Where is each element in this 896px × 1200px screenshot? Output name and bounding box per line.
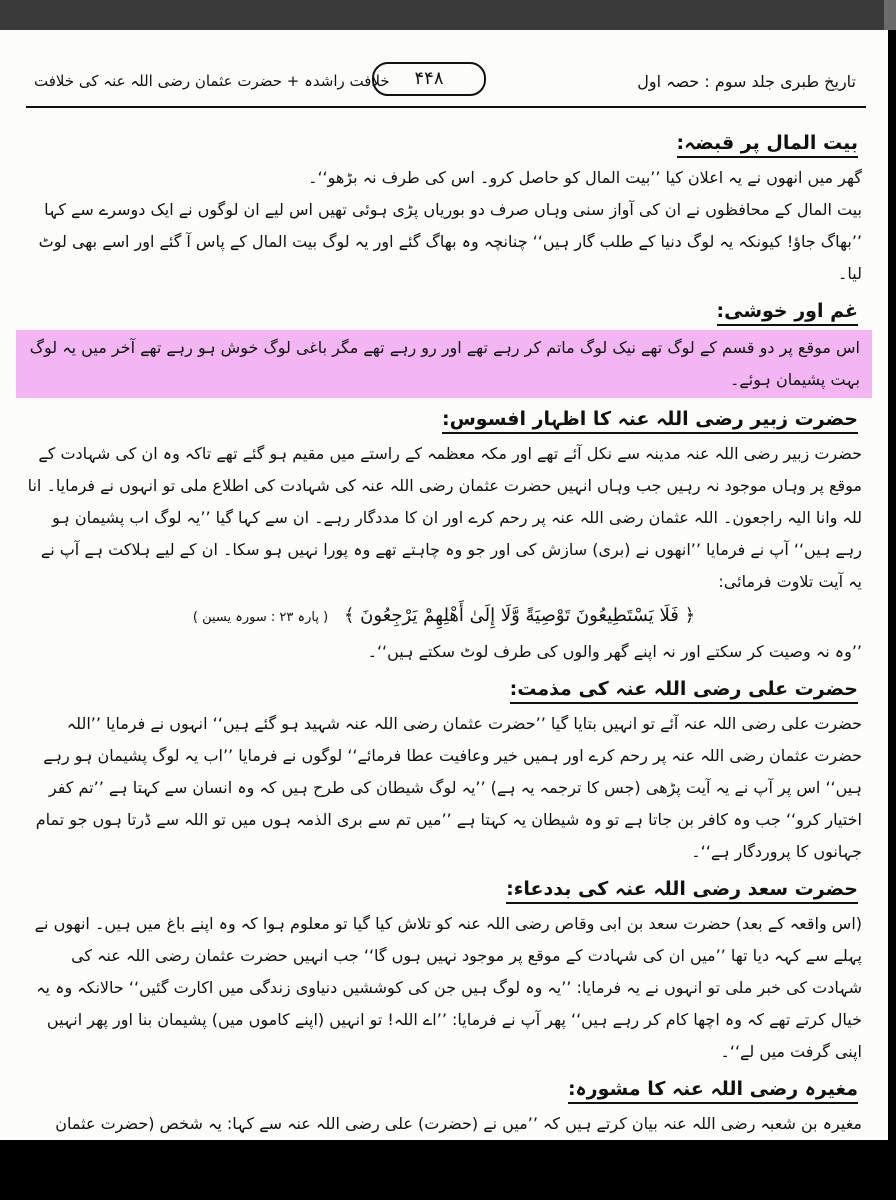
paragraph: گھر میں انھوں نے یہ اعلان کیا ’’بیت المال کو حاصل کرو۔ اس کی طرف نہ بڑھو‘‘۔ — [308, 168, 862, 187]
ayah-translation: ’’وہ نہ وصیت کر سکتے اور نہ اپنے گھر والوں کی طرف لوٹ سکتے ہیں‘‘۔ — [367, 642, 862, 661]
ayah-reference: ( پارہ ۲۳ : سورہ یسین ) — [192, 610, 329, 625]
running-title: تاریخ طبری جلد سوم : حصہ اول — [637, 72, 856, 91]
section-heading: حضرت زبیر رضی اللہ عنہ کا اظہار افسوس: — [442, 406, 858, 434]
paragraph: حضرت علی رضی اللہ عنہ آئے تو انہیں بتایا گیا ’’حضرت عثمان رضی اللہ عنہ شہید ہو گئے ہیں‘‘ انہوں نے فرمایا ’’اللہ حضرت عثمان رضی اللہ عنہ پر رحم کرے اور ہمیں خیر وعافیت عطا فرمائے‘‘ لوگوں نے فرمایا ’’اب یہ لوگ پشیمان ہو رہے ہیں‘‘ اس پر آپ نے یہ آیت پڑھی (جس کا ترجمہ یہ ہے) ’’یہ لوگ شیطان کی طرح ہیں کہ وہ انسان سے کہتا ہے ’’تم کفر اختیار کرو‘‘ جب وہ کافر بن جاتا ہے تو وہ شیطان یہ کہتا ہے ’’میں تم سے بری الذمہ ہوں میں تو اللہ سے ڈرتا ہوں جو تمام جہانوں کا پروردگار ہے‘‘۔ — [35, 714, 862, 861]
quran-ayah — [22, 598, 866, 636]
page-number: ۴۴۸ — [372, 62, 486, 96]
section-bait-ul-maal — [22, 122, 866, 290]
ayah-text: ﴿ فَلَا يَسْتَطِيعُونَ تَوْصِيَةً وَّلَا إِلَىٰ أَهْلِهِمْ يَرْجِعُونَ ﴾ — [343, 605, 696, 626]
top-bar — [0, 0, 896, 30]
section-hazrat-ali — [22, 668, 866, 868]
paragraph: (اس واقعہ کے بعد) حضرت سعد بن ابی وقاص رضی اللہ عنہ کو تلاش کیا گیا تو معلوم ہوا کہ وہ اپنے باغ میں ہیں۔ انھوں نے پہلے سے کہہ دیا تھا ’’میں ان کی شہادت کے موقع پر موجود نہیں ہوں گا‘‘ جب انہیں حضرت عثمان رضی اللہ عنہ کی شہادت کی خبر ملی تو انہوں نے یہ فرمایا: ’’یہ وہ لوگ ہیں جن کی کوششیں دنیاوی زندگی میں اکارت گئیں‘‘ حالانکہ وہ یہ خیال کرتے تھے کہ وہ اچھا کام کر رہے ہیں‘‘ پھر آپ نے فرمایا: ’’اے اللہ! تو انہیں (اپنے کاموں میں) پشیمان بنا اور پھر انہیں اپنی گرفت میں لے‘‘۔ — [34, 914, 862, 1061]
page-body — [22, 122, 866, 1172]
section-hazrat-zubair — [22, 398, 866, 668]
section-heading: بیت المال پر قبضہ: — [677, 130, 858, 158]
paragraph: مغیرہ بن شعبہ رضی اللہ عنہ بیان کرتے ہیں کہ ’’میں نے (حضرت) علی رضی اللہ عنہ سے کہا: یہ شخص (حضرت عثمان — [55, 1114, 862, 1133]
highlighted-paragraph[interactable]: اس موقع پر دو قسم کے لوگ تھے نیک لوگ ماتم کر رہے تھے اور رو رہے تھے مگر باغی لوگ خوش ہو رہے تھے آخر میں یہ لوگ بہت پشیمان ہوئے۔ — [16, 330, 872, 398]
section-hazrat-saad — [22, 868, 866, 1068]
section-gham-aur-khushi — [22, 290, 866, 398]
bottom-bar — [0, 1140, 896, 1200]
page-header — [26, 60, 866, 112]
scrollbar-thumb[interactable] — [884, 0, 896, 30]
chapter-title: خلافت راشدہ + حضرت عثمان رضی اللہ عنہ کی خلافت — [34, 72, 390, 90]
section-heading: حضرت سعد رضی اللہ عنہ کی بددعاء: — [506, 876, 858, 904]
section-heading: حضرت علی رضی اللہ عنہ کی مذمت: — [510, 676, 858, 704]
header-rule — [26, 106, 866, 108]
paragraph: حضرت زبیر رضی اللہ عنہ مدینہ سے نکل آئے تھے اور مکہ معظمہ کے راستے میں مقیم ہو گئے تھے تاکہ وہ ان کی شہادت کے موقع پر وہاں موجود نہ رہیں جب وہاں انہیں حضرت عثمان رضی اللہ عنہ کی شہادت کی اطلاع ملی تو انہوں نے فرمایا۔ انا للہ وانا الیہ راجعون۔ اللہ عثمان رضی اللہ عنہ پر رحم کرے اور ان کا مددگار رہے۔ ان سے کہا گیا ’’یہ لوگ اب پشیمان ہو رہے ہیں‘‘ آپ نے فرمایا ’’انھوں نے (بری) سازش کی اور جو وہ چاہتے تھے وہ پورا نہیں ہو سکا۔ ان کے لیے ہلاکت ہے آپ نے یہ آیت تلاوت فرمائی: — [27, 444, 862, 591]
paragraph: بیت المال کے محافظوں نے ان کی آواز سنی وہاں صرف دو بوریاں پڑی ہوئی تھیں اس لیے ان لوگوں نے ایک دوسرے سے کہا ’’بھاگ جاؤ! کیونکہ یہ لوگ دنیا کے طلب گار ہیں‘‘ چنانچہ وہ بھاگ گئے اور یہ لوگ بیت المال کے پاس آ گئے اور اسے بھی لوٹ لیا۔ — [38, 200, 862, 283]
book-page — [0, 30, 888, 1140]
section-heading: غم اور خوشی: — [717, 298, 858, 326]
section-heading: مغیرہ رضی اللہ عنہ کا مشورہ: — [568, 1076, 858, 1104]
